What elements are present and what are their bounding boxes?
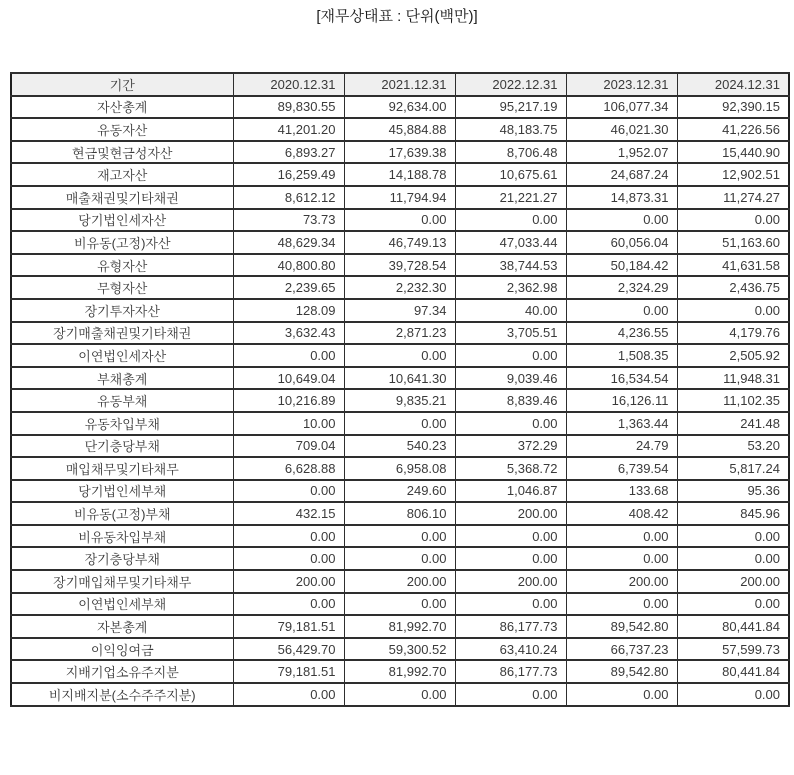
value-cell: 97.34 <box>344 299 455 322</box>
value-cell: 79,181.51 <box>233 615 344 638</box>
period-header-cell: 기간 <box>11 73 233 96</box>
value-cell: 10.00 <box>233 412 344 435</box>
value-cell: 2,505.92 <box>677 344 789 367</box>
table-row <box>11 570 789 593</box>
value-cell: 0.00 <box>344 344 455 367</box>
value-cell: 249.60 <box>344 480 455 503</box>
value-cell: 63,410.24 <box>455 638 566 661</box>
value-cell: 0.00 <box>455 209 566 232</box>
row-label-cell: 매입채무및기타채무 <box>11 457 233 480</box>
value-cell: 0.00 <box>455 525 566 548</box>
row-label-cell: 당기법인세자산 <box>11 209 233 232</box>
table-row <box>11 299 789 322</box>
table-row <box>11 186 789 209</box>
value-cell: 0.00 <box>455 683 566 706</box>
value-cell: 6,739.54 <box>566 457 677 480</box>
row-label-cell: 자산총계 <box>11 96 233 119</box>
value-cell: 81,992.70 <box>344 660 455 683</box>
value-cell: 2,232.30 <box>344 276 455 299</box>
value-cell: 47,033.44 <box>455 231 566 254</box>
table-row <box>11 615 789 638</box>
value-cell: 4,236.55 <box>566 322 677 345</box>
year-header-cell: 2023.12.31 <box>566 73 677 96</box>
value-cell: 73.73 <box>233 209 344 232</box>
row-label-cell: 유동부채 <box>11 389 233 412</box>
row-label-cell: 매출채권및기타채권 <box>11 186 233 209</box>
table-row <box>11 638 789 661</box>
table-row <box>11 276 789 299</box>
value-cell: 39,728.54 <box>344 254 455 277</box>
value-cell: 48,183.75 <box>455 118 566 141</box>
table-row <box>11 96 789 119</box>
value-cell: 3,705.51 <box>455 322 566 345</box>
value-cell: 38,744.53 <box>455 254 566 277</box>
value-cell: 2,239.65 <box>233 276 344 299</box>
value-cell: 11,794.94 <box>344 186 455 209</box>
value-cell: 806.10 <box>344 502 455 525</box>
value-cell: 0.00 <box>566 547 677 570</box>
value-cell: 0.00 <box>455 547 566 570</box>
value-cell: 845.96 <box>677 502 789 525</box>
value-cell: 128.09 <box>233 299 344 322</box>
table-row <box>11 525 789 548</box>
table-header <box>11 73 789 96</box>
table-row <box>11 457 789 480</box>
value-cell: 81,992.70 <box>344 615 455 638</box>
table-body <box>11 96 789 706</box>
value-cell: 48,629.34 <box>233 231 344 254</box>
value-cell: 59,300.52 <box>344 638 455 661</box>
value-cell: 0.00 <box>233 683 344 706</box>
value-cell: 200.00 <box>455 570 566 593</box>
value-cell: 200.00 <box>344 570 455 593</box>
value-cell: 0.00 <box>233 547 344 570</box>
header-row <box>11 73 789 96</box>
value-cell: 2,871.23 <box>344 322 455 345</box>
table-row <box>11 209 789 232</box>
row-label-cell: 당기법인세부채 <box>11 480 233 503</box>
row-label-cell: 유형자산 <box>11 254 233 277</box>
row-label-cell: 지배기업소유주지분 <box>11 660 233 683</box>
table-row <box>11 141 789 164</box>
table-row <box>11 231 789 254</box>
value-cell: 0.00 <box>566 299 677 322</box>
value-cell: 0.00 <box>233 344 344 367</box>
value-cell: 95.36 <box>677 480 789 503</box>
value-cell: 41,201.20 <box>233 118 344 141</box>
value-cell: 8,839.46 <box>455 389 566 412</box>
value-cell: 5,817.24 <box>677 457 789 480</box>
value-cell: 0.00 <box>344 593 455 616</box>
balance-sheet-table <box>10 72 790 707</box>
table-row <box>11 322 789 345</box>
row-label-cell: 비유동차입부채 <box>11 525 233 548</box>
value-cell: 79,181.51 <box>233 660 344 683</box>
table-row <box>11 435 789 458</box>
value-cell: 41,226.56 <box>677 118 789 141</box>
value-cell: 46,749.13 <box>344 231 455 254</box>
value-cell: 0.00 <box>344 547 455 570</box>
table-row <box>11 593 789 616</box>
value-cell: 0.00 <box>677 683 789 706</box>
value-cell: 0.00 <box>344 683 455 706</box>
value-cell: 0.00 <box>455 412 566 435</box>
value-cell: 80,441.84 <box>677 615 789 638</box>
value-cell: 16,126.11 <box>566 389 677 412</box>
value-cell: 200.00 <box>233 570 344 593</box>
value-cell: 11,948.31 <box>677 367 789 390</box>
table-row <box>11 163 789 186</box>
value-cell: 16,534.54 <box>566 367 677 390</box>
table-row <box>11 683 789 706</box>
row-label-cell: 장기투자자산 <box>11 299 233 322</box>
value-cell: 8,706.48 <box>455 141 566 164</box>
value-cell: 0.00 <box>677 299 789 322</box>
value-cell: 0.00 <box>566 593 677 616</box>
value-cell: 3,632.43 <box>233 322 344 345</box>
row-label-cell: 이익잉여금 <box>11 638 233 661</box>
table-row <box>11 344 789 367</box>
row-label-cell: 단기충당부채 <box>11 435 233 458</box>
value-cell: 46,021.30 <box>566 118 677 141</box>
row-label-cell: 비지배지분(소수주주지분) <box>11 683 233 706</box>
row-label-cell: 장기충당부채 <box>11 547 233 570</box>
year-header-cell: 2022.12.31 <box>455 73 566 96</box>
value-cell: 80,441.84 <box>677 660 789 683</box>
value-cell: 66,737.23 <box>566 638 677 661</box>
row-label-cell: 재고자산 <box>11 163 233 186</box>
value-cell: 89,830.55 <box>233 96 344 119</box>
value-cell: 1,363.44 <box>566 412 677 435</box>
value-cell: 95,217.19 <box>455 96 566 119</box>
row-label-cell: 비유동(고정)자산 <box>11 231 233 254</box>
table-row <box>11 480 789 503</box>
row-label-cell: 이연법인세부채 <box>11 593 233 616</box>
table-row <box>11 660 789 683</box>
value-cell: 9,835.21 <box>344 389 455 412</box>
value-cell: 57,599.73 <box>677 638 789 661</box>
value-cell: 14,188.78 <box>344 163 455 186</box>
value-cell: 56,429.70 <box>233 638 344 661</box>
value-cell: 24.79 <box>566 435 677 458</box>
value-cell: 0.00 <box>455 344 566 367</box>
value-cell: 51,163.60 <box>677 231 789 254</box>
value-cell: 1,952.07 <box>566 141 677 164</box>
value-cell: 17,639.38 <box>344 141 455 164</box>
value-cell: 15,440.90 <box>677 141 789 164</box>
year-header-cell: 2021.12.31 <box>344 73 455 96</box>
value-cell: 200.00 <box>455 502 566 525</box>
value-cell: 200.00 <box>677 570 789 593</box>
value-cell: 372.29 <box>455 435 566 458</box>
value-cell: 89,542.80 <box>566 660 677 683</box>
value-cell: 21,221.27 <box>455 186 566 209</box>
value-cell: 0.00 <box>344 525 455 548</box>
row-label-cell: 부채총계 <box>11 367 233 390</box>
value-cell: 50,184.42 <box>566 254 677 277</box>
value-cell: 6,958.08 <box>344 457 455 480</box>
value-cell: 45,884.88 <box>344 118 455 141</box>
value-cell: 6,628.88 <box>233 457 344 480</box>
value-cell: 2,436.75 <box>677 276 789 299</box>
value-cell: 0.00 <box>344 412 455 435</box>
value-cell: 0.00 <box>677 209 789 232</box>
value-cell: 432.15 <box>233 502 344 525</box>
table-row <box>11 254 789 277</box>
table-row <box>11 367 789 390</box>
value-cell: 10,641.30 <box>344 367 455 390</box>
table-row <box>11 502 789 525</box>
value-cell: 8,612.12 <box>233 186 344 209</box>
value-cell: 86,177.73 <box>455 660 566 683</box>
value-cell: 92,634.00 <box>344 96 455 119</box>
row-label-cell: 비유동(고정)부채 <box>11 502 233 525</box>
value-cell: 0.00 <box>566 209 677 232</box>
row-label-cell: 자본총계 <box>11 615 233 638</box>
value-cell: 10,649.04 <box>233 367 344 390</box>
value-cell: 11,274.27 <box>677 186 789 209</box>
value-cell: 0.00 <box>566 525 677 548</box>
value-cell: 200.00 <box>566 570 677 593</box>
row-label-cell: 유동차입부채 <box>11 412 233 435</box>
value-cell: 40,800.80 <box>233 254 344 277</box>
row-label-cell: 현금및현금성자산 <box>11 141 233 164</box>
value-cell: 53.20 <box>677 435 789 458</box>
value-cell: 92,390.15 <box>677 96 789 119</box>
value-cell: 2,324.29 <box>566 276 677 299</box>
value-cell: 540.23 <box>344 435 455 458</box>
value-cell: 133.68 <box>566 480 677 503</box>
table-row <box>11 389 789 412</box>
value-cell: 60,056.04 <box>566 231 677 254</box>
value-cell: 16,259.49 <box>233 163 344 186</box>
value-cell: 0.00 <box>677 593 789 616</box>
value-cell: 89,542.80 <box>566 615 677 638</box>
row-label-cell: 장기매출채권및기타채권 <box>11 322 233 345</box>
value-cell: 1,046.87 <box>455 480 566 503</box>
value-cell: 241.48 <box>677 412 789 435</box>
table-row <box>11 412 789 435</box>
value-cell: 9,039.46 <box>455 367 566 390</box>
value-cell: 5,368.72 <box>455 457 566 480</box>
value-cell: 4,179.76 <box>677 322 789 345</box>
value-cell: 106,077.34 <box>566 96 677 119</box>
value-cell: 86,177.73 <box>455 615 566 638</box>
year-header-cell: 2020.12.31 <box>233 73 344 96</box>
value-cell: 0.00 <box>455 593 566 616</box>
value-cell: 0.00 <box>677 525 789 548</box>
value-cell: 0.00 <box>233 593 344 616</box>
value-cell: 2,362.98 <box>455 276 566 299</box>
value-cell: 0.00 <box>677 547 789 570</box>
row-label-cell: 이연법인세자산 <box>11 344 233 367</box>
value-cell: 709.04 <box>233 435 344 458</box>
value-cell: 0.00 <box>566 683 677 706</box>
row-label-cell: 유동자산 <box>11 118 233 141</box>
value-cell: 14,873.31 <box>566 186 677 209</box>
page-title: [재무상태표 : 단위(백만)] <box>316 8 478 25</box>
value-cell: 6,893.27 <box>233 141 344 164</box>
value-cell: 0.00 <box>233 480 344 503</box>
table-row <box>11 547 789 570</box>
value-cell: 40.00 <box>455 299 566 322</box>
value-cell: 11,102.35 <box>677 389 789 412</box>
value-cell: 1,508.35 <box>566 344 677 367</box>
value-cell: 12,902.51 <box>677 163 789 186</box>
row-label-cell: 장기매입채무및기타채무 <box>11 570 233 593</box>
value-cell: 24,687.24 <box>566 163 677 186</box>
value-cell: 10,675.61 <box>455 163 566 186</box>
table-row <box>11 118 789 141</box>
value-cell: 0.00 <box>233 525 344 548</box>
value-cell: 0.00 <box>344 209 455 232</box>
row-label-cell: 무형자산 <box>11 276 233 299</box>
value-cell: 10,216.89 <box>233 389 344 412</box>
value-cell: 41,631.58 <box>677 254 789 277</box>
year-header-cell: 2024.12.31 <box>677 73 789 96</box>
value-cell: 408.42 <box>566 502 677 525</box>
